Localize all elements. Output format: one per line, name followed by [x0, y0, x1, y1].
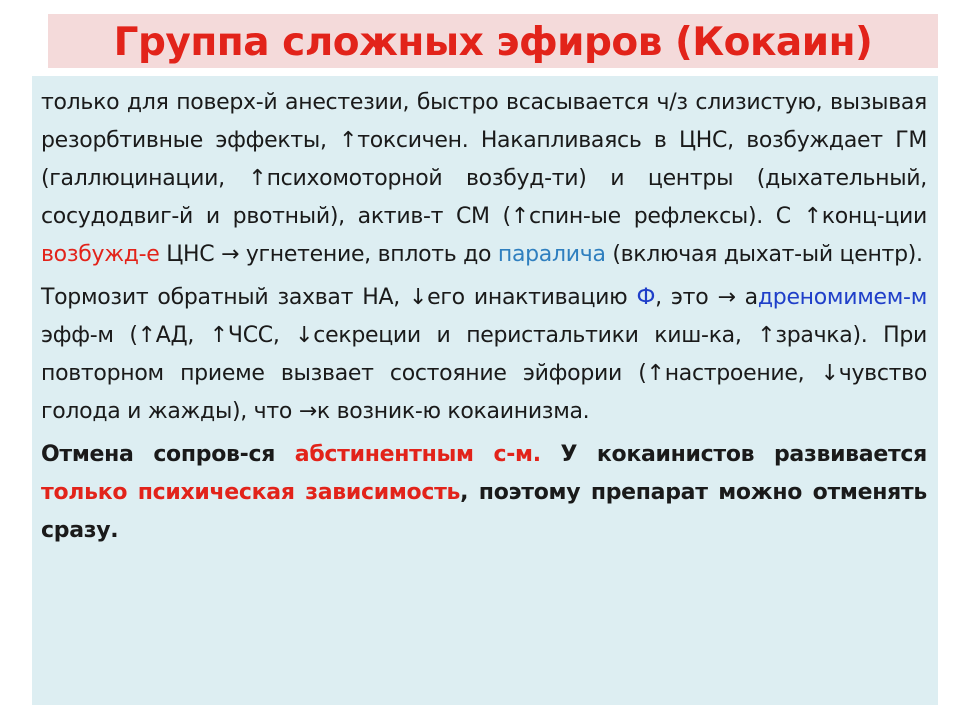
p2-highlight-adrenomimetic: дреномимем-м: [757, 285, 927, 310]
p2-text-b: , это → а: [655, 285, 758, 310]
p3-highlight-abstinence: абстинентным с-м.: [294, 442, 541, 467]
paragraph-toxicity: [41, 84, 927, 274]
p1-highlight-paralysis: паралича: [497, 242, 606, 267]
p1-text-a: только для поверх-й анестезии, быстро всасывается ч/з слизистую, вызывая резорбтивные эффекты, ↑токсичен. Накапливаясь в ЦНС, возбуждает ГМ (галлюцинации, ↑психомоторной возбуд-ти) и центры (дыхательный, сосудодвиг-й и рвотный), актив-т СМ (↑спин-ые рефлексы). С ↑конц-ции: [41, 90, 927, 229]
p2-text-c: эфф-м (↑АД, ↑ЧСС, ↓секреции и перистальтики киш-ка, ↑зрачка). При повторном приеме вызвает состояние эйфории (↑настроение, ↓чувство голода и жажды), что →к возник-ю кокаинизма.: [41, 323, 927, 424]
p1-text-b: ЦНС → угнетение, вплоть до: [159, 242, 498, 267]
slide-body: [41, 84, 927, 555]
p1-highlight-excitation: возбужд-е: [41, 242, 160, 267]
p1-text-c: (включая дыхат-ый центр).: [605, 242, 923, 267]
paragraph-mechanism: [41, 279, 927, 431]
p2-text-a: Тормозит обратный захват НА, ↓его инактивацию: [41, 285, 637, 310]
p3-text-a: Отмена сопров-ся: [41, 442, 295, 467]
p2-highlight-f: Ф: [636, 285, 656, 310]
p3-highlight-dependence: только психическая зависимость: [41, 480, 461, 505]
paragraph-withdrawal: [41, 436, 927, 550]
p3-text-b: У кокаинистов развивается: [540, 442, 927, 467]
slide-title: Группа сложных эфиров (Кокаин): [113, 20, 873, 65]
p3-text-c: , поэтому препарат можно отменять сразу.: [41, 480, 927, 543]
